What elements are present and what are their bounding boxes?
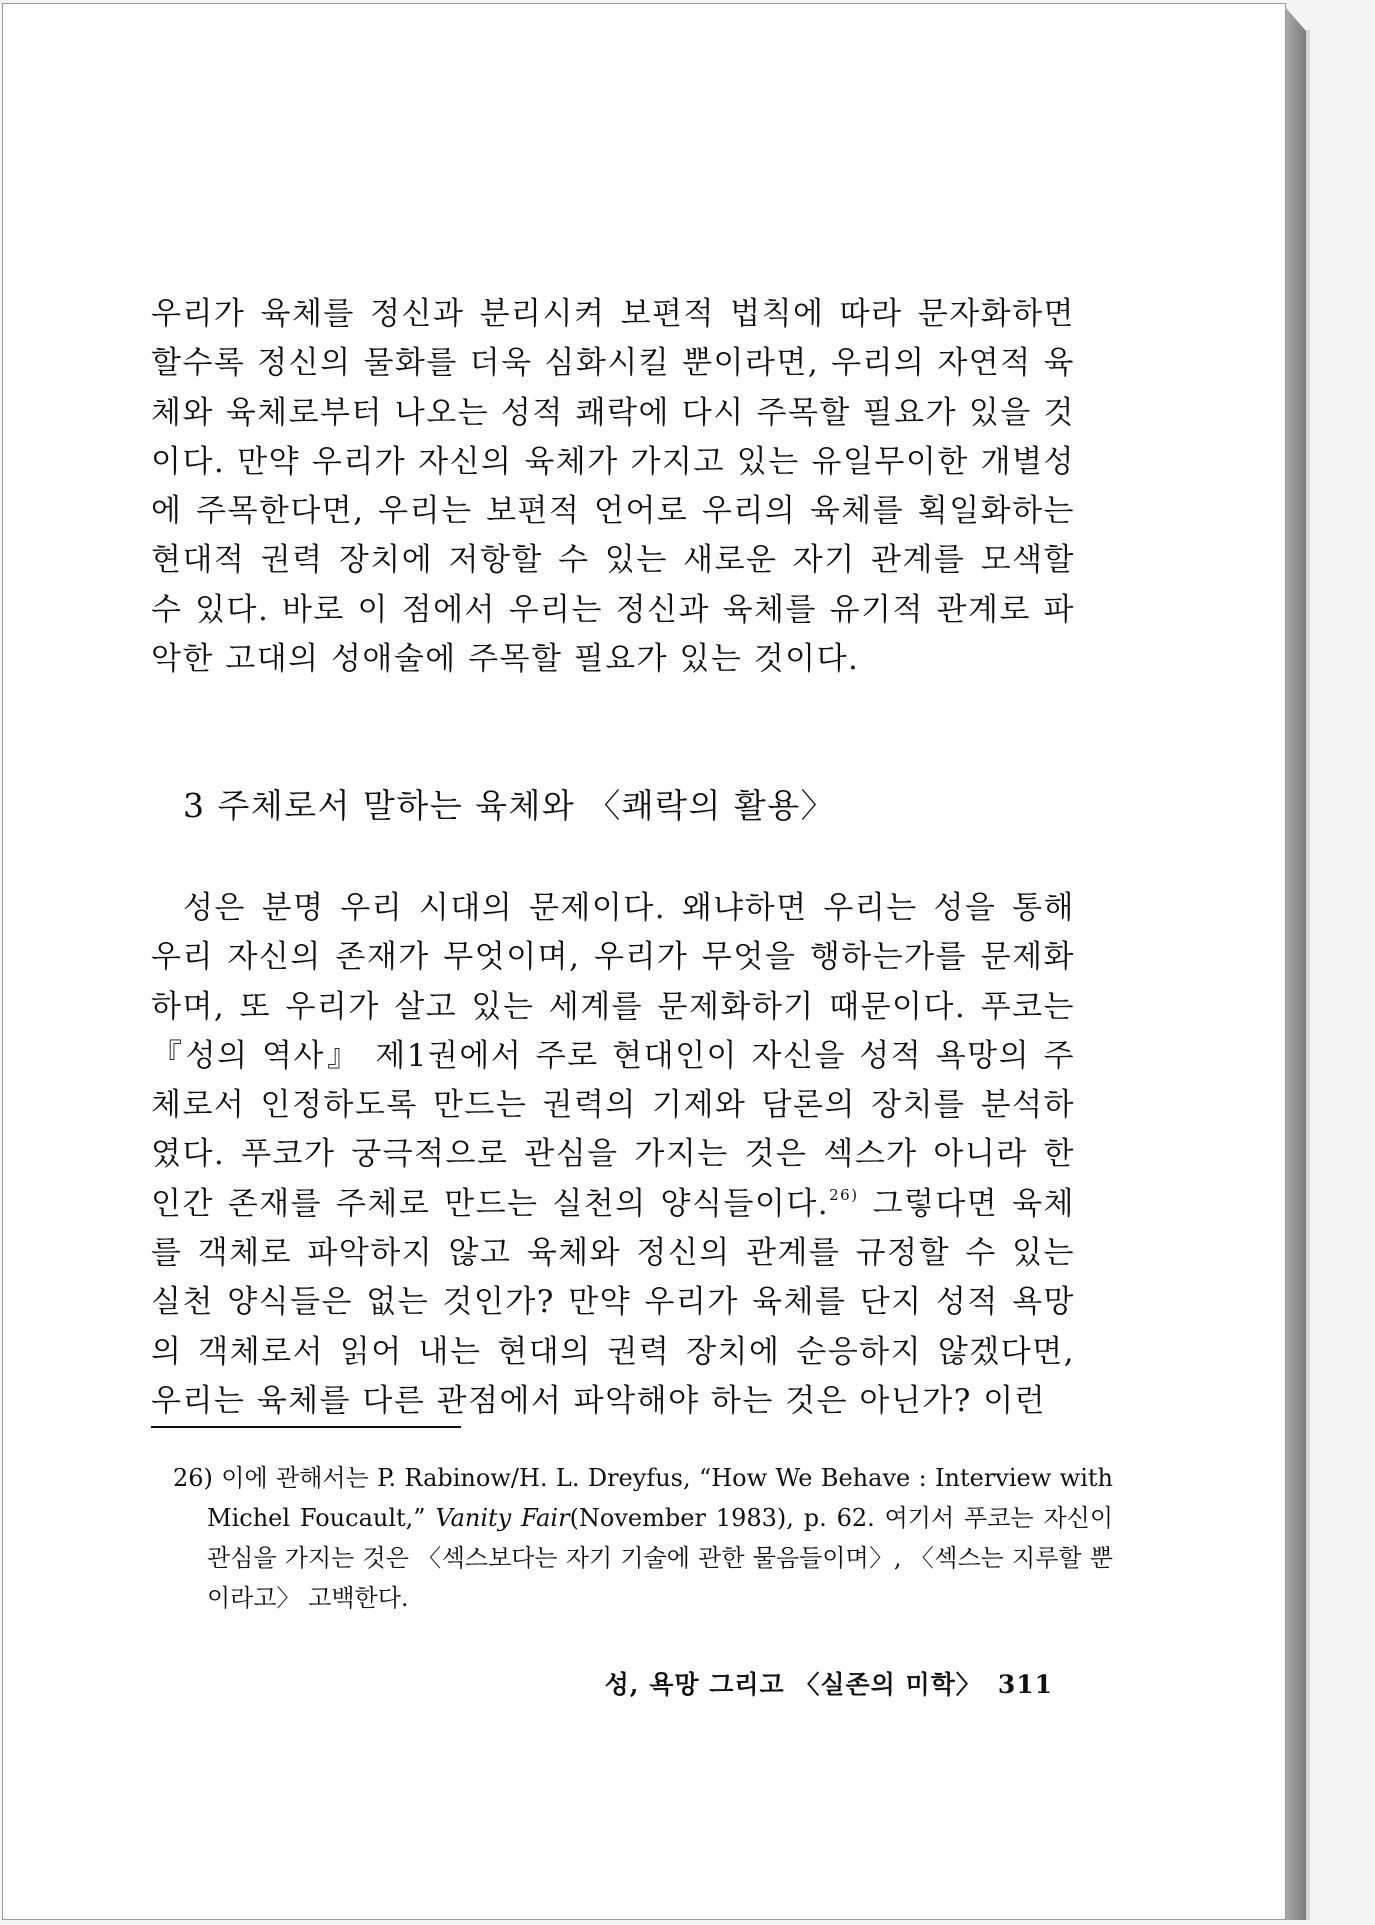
footnote-divider	[151, 1426, 461, 1428]
page-edge-shadow	[1306, 30, 1310, 1920]
paragraph-1-text: 우리가 육체를 정신과 분리시켜 보편적 법칙에 따라 문자화하면 할수록 정신의 물화를 더욱 심화시킬 뿐이라면, 우리의 자연적 육체와 육체로부터 나오는 성적 쾌락에 다시 주목할 필요가 있을 것이다. 만약 우리가 자신의 육체가 가지고 있는 유일무이한 개별성에 주목한다면, 우리는 보편적 언어로 우리의 육체를 획일화하는 현대적 권력 장치에 저항할 수 있는 새로운 자기 관계를 모색할 수 있다. 바로 이 점에서 우리는 정신과 육체를 유기적 관계로 파악한 고대의 성애술에 주목할 필요가 있는 것이다.	[151, 296, 1075, 678]
footnote-26	[173, 1458, 1113, 1618]
footnote-text-before-title: 이에 관해서는 P. Rabinow/H. L. Dreyfus, “How We Behave : Interview with Michel Foucault,”	[207, 1464, 1113, 1532]
footnote-reference[interactable]: 26)	[829, 1185, 859, 1204]
paragraph-2-text-before-note: 성은 분명 우리 시대의 문제이다. 왜냐하면 우리는 성을 통해 우리 자신의 존재가 무엇이며, 우리가 무엇을 행하는가를 문제화하며, 또 우리가 살고 있는 세계를 문제화하기 때문이다. 푸코는 『성의 역사』 제1권에서 주로 현대인이 자신을 성적 욕망의 주체로서 인정하도록 만드는 권력의 기제와 담론의 장치를 분석하였다. 푸코가 궁극적으로 관심을 가지는 것은 섹스가 아니라 한 인간 존재를 주체로 만드는 실천의 양식들이다.	[151, 890, 1075, 1222]
footnote-journal-title: Vanity Fair	[435, 1504, 570, 1532]
body-paragraph-1	[151, 290, 1075, 684]
running-title: 성, 욕망 그리고 〈실존의 미학〉	[604, 1670, 982, 1699]
book-page	[2, 3, 1286, 1920]
footnote-text-after-title: (November 1983), p. 62. 여기서 푸코는 자신이 관심을 가지는 것은 〈섹스보다는 자기 기술에 관한 물음들이며〉, 〈섹스는 지루할 뿐이라고〉 고백한다.	[207, 1504, 1113, 1612]
paragraph-2-text-after-note: 그렇다면 육체를 객체로 파악하지 않고 육체와 정신의 관계를 규정할 수 있는 실천 양식들은 없는 것인가? 만약 우리가 육체를 단지 성적 욕망의 객체로서 읽어 내는 현대의 권력 장치에 순응하지 않겠다면, 우리는 육체를 다른 관점에서 파악해야 하는 것은 아닌가? 이런	[151, 1185, 1075, 1419]
section-heading: 3 주체로서 말하는 육체와 〈쾌락의 활용〉	[183, 786, 836, 825]
page-curl-edge	[1286, 8, 1306, 1920]
page-number: 311	[997, 1670, 1053, 1699]
body-paragraph-2	[151, 884, 1075, 1426]
running-footer	[563, 1668, 1053, 1702]
footnote-number: 26)	[173, 1464, 213, 1492]
